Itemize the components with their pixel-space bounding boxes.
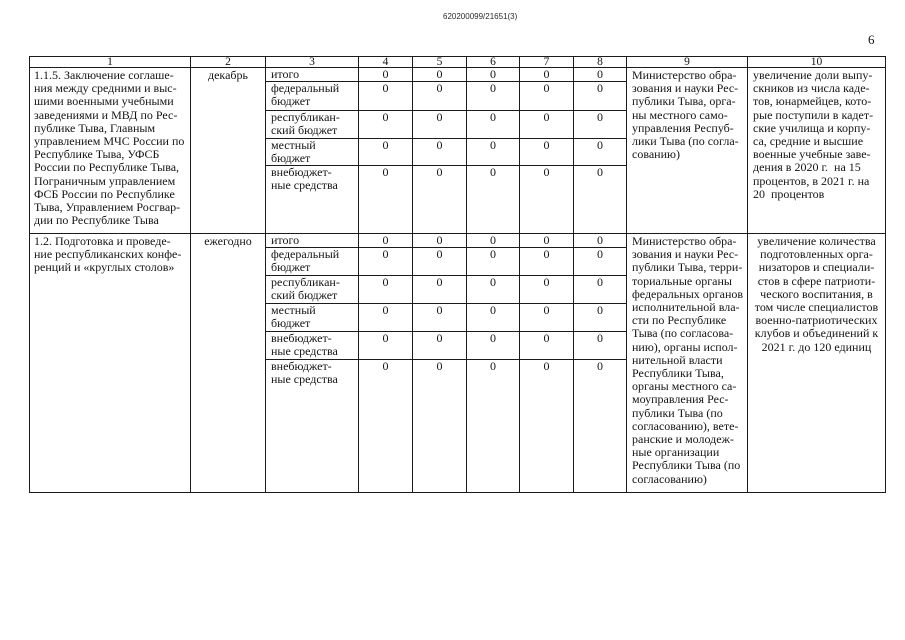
funding-value-cell: 0 (574, 248, 627, 276)
column-number: 6 (467, 57, 520, 68)
funding-value-cell: 0 (359, 276, 413, 304)
funding-value-cell: 0 (413, 111, 467, 138)
funding-value-cell: 0 (467, 68, 520, 82)
funding-source-cell: итого (266, 68, 359, 82)
funding-source-cell: федеральный бюджет (266, 248, 359, 276)
funding-value-cell: 0 (413, 82, 467, 111)
funding-value-cell: 0 (520, 166, 574, 234)
column-number: 10 (748, 57, 886, 68)
executors-cell: Министерство обра- зования и науки Рес- публики Тыва, терри- ториальные органы федеральных органов исполнительной вла- сти по Республике Тыва (по согласова- нию), органы испол- нительной власти Республики Тыва, органы местного са- моуправления Рес- публики Тыва (по согласованию), вете- ранские и молодеж- ные организации Республики Тыва (по согласованию) (627, 234, 748, 493)
funding-value-cell: 0 (520, 234, 574, 248)
funding-value-cell: 0 (574, 68, 627, 82)
funding-value-cell: 0 (359, 248, 413, 276)
funding-value-cell: 0 (413, 359, 467, 492)
measure-cell: 1.2. Подготовка и проведе- ние республиканских конфе- ренций и «круглых столов» (30, 234, 191, 493)
funding-value-cell: 0 (413, 138, 467, 165)
result-cell: увеличение количества подготовленных орга- низаторов и специали- стов в сфере патриоти- ческого воспитания, в том числе специалистов военно-патриотических клубов и объединений к 2021 г. до 120 единиц (748, 234, 886, 493)
table-body (30, 68, 886, 493)
funding-value-cell: 0 (359, 359, 413, 492)
column-number: 4 (359, 57, 413, 68)
column-number: 8 (574, 57, 627, 68)
funding-value-cell: 0 (574, 234, 627, 248)
funding-source-cell: республикан- ский бюджет (266, 111, 359, 138)
funding-value-cell: 0 (574, 332, 627, 359)
column-number-row (30, 57, 886, 68)
column-number: 2 (191, 57, 266, 68)
funding-value-cell: 0 (467, 304, 520, 332)
funding-value-cell: 0 (520, 82, 574, 111)
funding-value-cell: 0 (359, 111, 413, 138)
page-number: 6 (868, 32, 875, 47)
funding-value-cell: 0 (574, 82, 627, 111)
funding-value-cell: 0 (413, 68, 467, 82)
table-row (30, 68, 886, 82)
funding-value-cell: 0 (413, 332, 467, 359)
funding-value-cell: 0 (467, 82, 520, 111)
funding-value-cell: 0 (574, 166, 627, 234)
funding-source-cell: местный бюджет (266, 138, 359, 165)
funding-source-cell: внебюджет- ные средства (266, 359, 359, 492)
funding-value-cell: 0 (467, 248, 520, 276)
document-registration-number: 620200099/21651(3) (443, 12, 518, 21)
funding-value-cell: 0 (359, 68, 413, 82)
funding-value-cell: 0 (520, 359, 574, 492)
funding-value-cell: 0 (520, 111, 574, 138)
measure-cell: 1.1.5. Заключение соглаше- ния между средними и выс- шими военными учебными заведениями и МВД по Рес- публике Тыва, Главным управлением МЧС России по Республике Тыва, УФСБ России по Республике Тыва, Пограничным управлением ФСБ России по Республике Тыва, Управлением Росгвар- дии по Республике Тыва (30, 68, 191, 234)
funding-source-cell: итого (266, 234, 359, 248)
funding-value-cell: 0 (359, 304, 413, 332)
activities-table (29, 56, 886, 493)
funding-source-cell: местный бюджет (266, 304, 359, 332)
funding-value-cell: 0 (467, 166, 520, 234)
column-number: 5 (413, 57, 467, 68)
funding-value-cell: 0 (413, 276, 467, 304)
funding-value-cell: 0 (467, 234, 520, 248)
funding-value-cell: 0 (467, 332, 520, 359)
funding-source-cell: федеральный бюджет (266, 82, 359, 111)
period-cell: декабрь (191, 68, 266, 234)
table-row (30, 234, 886, 248)
funding-value-cell: 0 (413, 248, 467, 276)
funding-value-cell: 0 (520, 248, 574, 276)
funding-value-cell: 0 (467, 276, 520, 304)
funding-value-cell: 0 (413, 234, 467, 248)
funding-value-cell: 0 (359, 138, 413, 165)
funding-value-cell: 0 (574, 276, 627, 304)
funding-value-cell: 0 (359, 166, 413, 234)
funding-value-cell: 0 (574, 138, 627, 165)
funding-value-cell: 0 (574, 359, 627, 492)
funding-value-cell: 0 (520, 138, 574, 165)
funding-value-cell: 0 (467, 359, 520, 492)
result-cell: увеличение доли выпу- скников из числа каде- тов, юнармейцев, кото- рые поступили в кадет- ские училища и корпу- са, средние и высшие военные учебные заве- дения в 2020 г. на 15 процентов, в 2021 г. на 20 процентов (748, 68, 886, 234)
period-cell: ежегодно (191, 234, 266, 493)
funding-value-cell: 0 (359, 332, 413, 359)
funding-value-cell: 0 (574, 111, 627, 138)
funding-value-cell: 0 (413, 304, 467, 332)
funding-value-cell: 0 (413, 166, 467, 234)
column-number: 3 (266, 57, 359, 68)
column-number: 1 (30, 57, 191, 68)
funding-source-cell: внебюджет- ные средства (266, 166, 359, 234)
funding-source-cell: республикан- ский бюджет (266, 276, 359, 304)
funding-value-cell: 0 (359, 234, 413, 248)
funding-value-cell: 0 (467, 138, 520, 165)
funding-value-cell: 0 (574, 304, 627, 332)
column-number: 9 (627, 57, 748, 68)
funding-value-cell: 0 (520, 276, 574, 304)
funding-value-cell: 0 (467, 111, 520, 138)
executors-cell: Министерство обра- зования и науки Рес- публики Тыва, орга- ны местного само- управления Респуб- лики Тыва (по согла- сованию) (627, 68, 748, 234)
column-number: 7 (520, 57, 574, 68)
funding-value-cell: 0 (520, 332, 574, 359)
funding-value-cell: 0 (359, 82, 413, 111)
funding-value-cell: 0 (520, 304, 574, 332)
funding-value-cell: 0 (520, 68, 574, 82)
funding-source-cell: внебюджет- ные средства (266, 332, 359, 359)
